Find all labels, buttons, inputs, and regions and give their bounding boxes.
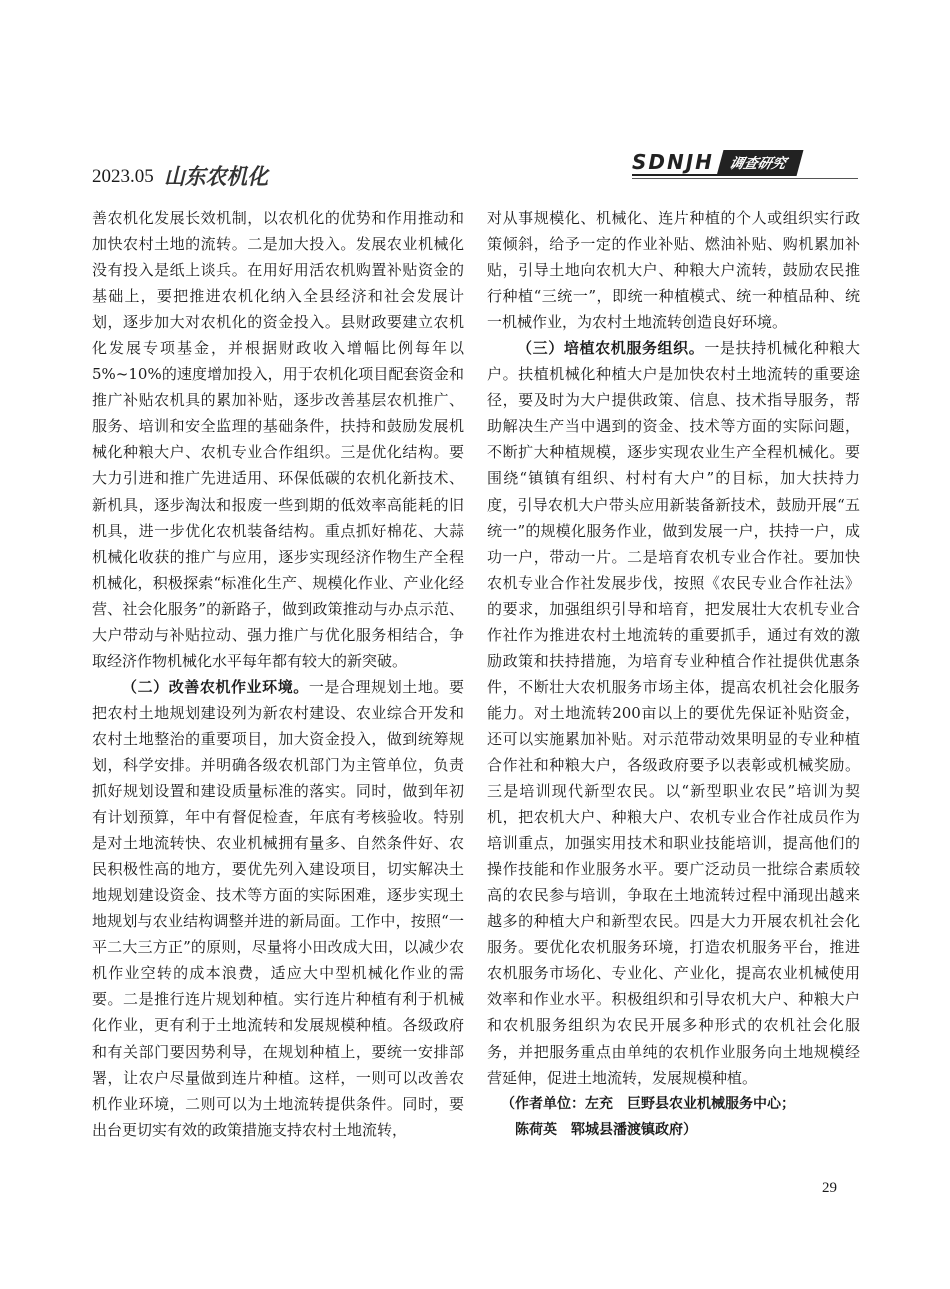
page-header-right — [632, 150, 800, 176]
right-column — [487, 205, 860, 1143]
magazine-logo — [160, 156, 272, 192]
paragraph-body: 一是扶持机械化种粮大户。扶植机械化种植大户是加快农村土地流转的重要途径，要及时为大户提供政策、信息、技术指导服务，帮助解决生产当中遇到的资金、技术等方面的实际问题，不断扩大种植规模，逐步实现农业生产全程机械化。要围绕“镇镇有组织、村村有大户”的目标，加大扶持力度，引导农机大户带头应用新装备新技术，鼓励开展“五统一”的规模化服务作业，做到发展一户，扶持一户，成功一户，带动一片。二是培育农机专业合作社。要加快农机专业合作社发展步伐，按照《农民专业合作社法》的要求，加强组织引导和培育，把发展壮大农机专业合作社作为推进农村土地流转的重要抓手，通过有效的激励政策和扶持措施，为培育专业种植合作社提供优惠条件，不断壮大农机服务市场主体，提高农机社会化服务能力。对土地流转200亩以上的要优先保证补贴资金，还可以实施累加补贴。对示范带动效果明显的专业种植合作社和种粮大户，各级政府要予以表彰或机械奖励。三是培训现代新型农民。以“新型职业农民”培训为契机，把农机大户、种粮大户、农机专业合作社成员作为培训重点，加强实用技术和职业技能培训，提高他们的操作技能和作业服务水平。要广泛动员一批综合素质较高的农民参与培训，争取在土地流转过程中涌现出越来越多的种植大户和新型农民。四是大力开展农机社会化服务。要优化农机服务环境，打造农机服务平台，推进农机服务市场化、专业化、产业化，提高农业机械使用效率和作业水平。积极组织和引导农机大户、种粮大户和农机服务组织为农民开展多种形式的农机社会化服务，并把服务重点由单纯的农机作业服务向土地规模经营延伸，促进土地流转，发展规模种植。 — [487, 339, 860, 1087]
paragraph — [487, 335, 860, 1090]
subheading: （二）改善农机作业环境。 — [122, 677, 309, 696]
section-code: SDNJH — [632, 150, 718, 176]
subheading: （三）培植农机服务组织。 — [517, 339, 705, 358]
header-divider — [632, 178, 858, 179]
paragraph-body: 一是合理规划土地。要把农村土地规划建设列为新农村建设、农业综合开发和农村土地整治的重要项目，加大资金投入，做到统筹规划，科学安排。并明确各级农机部门为主管单位，负责抓好规划设置和建设质量标准的落实。同时，做到年初有计划预算，年中有督促检查，年底有考核验收。特别是对土地流转快、农业机械拥有量多、自然条件好、农民积极性高的地方，要优先列入建设项目，切实解决土地规划建设资金、技术等方面的实际困难，逐步实现土地规划与农业结构调整并进的新局面。工作中，按照“一平二大三方正”的原则，尽量将小田改成大田，以减少农机作业空转的成本浪费，适应大中型机械化作业的需要。二是推行连片规划种植。实行连片种植有利于机械化作业，更有利于土地流转和发展规模种植。各级政府和有关部门要因势利导，在规划种植上，要统一安排部署，让农户尽量做到连片种植。这样，一则可以改善农机作业环境，二则可以为土地流转提供条件。同时，要出台更切实有效的政策措施支持农村土地流转， — [92, 677, 464, 1139]
issue-date: 2023.05 — [92, 166, 154, 187]
magazine-name: 山东农机化 — [163, 164, 270, 190]
page-header-left — [92, 152, 272, 192]
section-name-badge: 调查研究 — [716, 150, 803, 176]
author-affiliation: 陈荷英 郓城县潘渡镇政府） — [515, 1121, 697, 1138]
page-number: 29 — [822, 1180, 837, 1196]
paragraph: 善农机化发展长效机制，以农机化的优势和作用推动和加快农村土地的流转。二是加大投入。发展农业机械化没有投入是纸上谈兵。在用好用活农机购置补贴资金的基础上，要把推进农机化纳入全县经济和社会发展计划，逐步加大对农机化的资金投入。县财政要建立农机化发展专项基金，并根据财政收入增幅比例每年以5%~10%的速度增加投入，用于农机化项目配套资金和推广补贴农机具的累加补贴，逐步改善基层农机推广、服务、培训和安全监理的基础条件，扶持和鼓励发展机械化种粮大户、农机专业合作组织。三是优化结构。要大力引进和推广先进适用、环保低碳的农机化新技术、新机具，逐步淘汰和报废一些到期的低效率高能耗的旧机具，进一步优化农机装备结构。重点抓好棉花、大蒜机械化收获的推广与应用，逐步实现经济作物生产全程机械化，积极探索“标准化生产、规模化作业、产业化经营、社会化服务”的新路子，做到政策推动与办点示范、大户带动与补贴拉动、强力推广与优化服务相结合，争取经济作物机械化水平每年都有较大的新突破。 — [92, 209, 464, 670]
author-affiliation: （作者单位：左充 巨野县农业机械服务中心； — [501, 1095, 795, 1112]
paragraph — [92, 674, 464, 1143]
left-column — [92, 205, 464, 1143]
paragraph: 对从事规模化、机械化、连片种植的个人或组织实行政策倾斜，给予一定的作业补贴、燃油补贴、购机累加补贴，引导土地向农机大户、种粮大户流转，鼓励农民推行种植“三统一”，即统一种植模式、统一种植品种、统一机械作业，为农村土地流转创造良好环境。 — [487, 209, 860, 332]
